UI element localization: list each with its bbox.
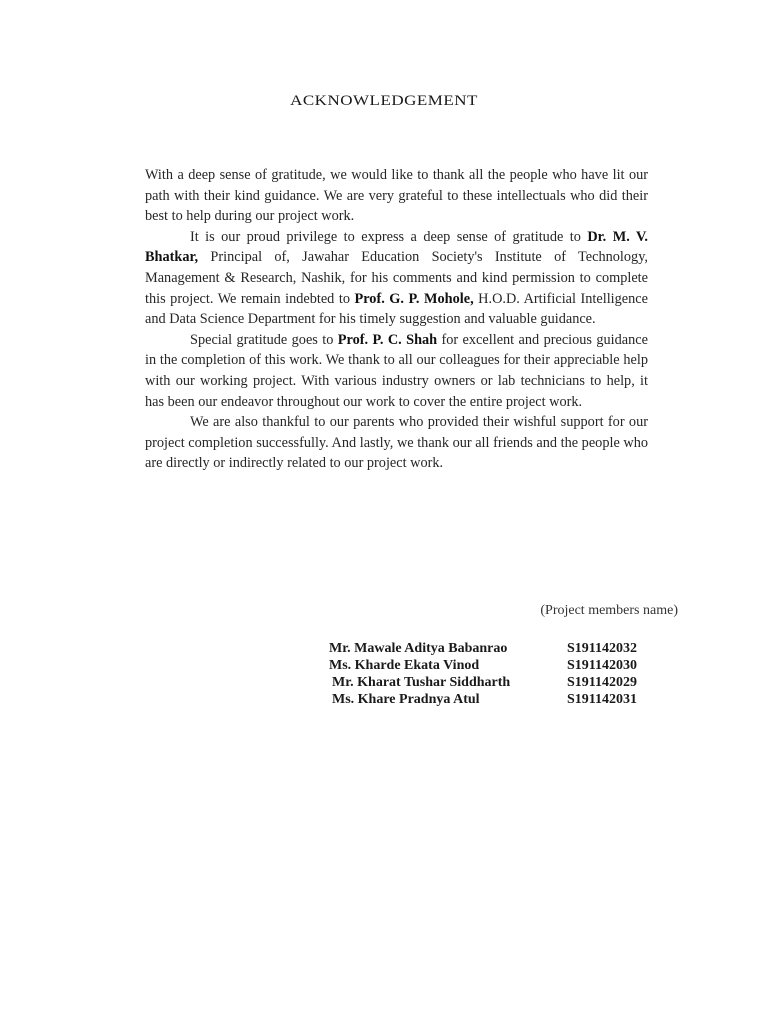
text-segment: H.O.D. Artificial Intelligence and Data Science Department for his timely suggestion and valuable guidance. <box>145 290 648 328</box>
member-name: Ms. Khare Pradnya Atul <box>332 692 480 707</box>
member-id: S191142032 <box>567 641 638 656</box>
paragraph-intro: With a deep sense of gratitude, we would like to thank all the people who have lit our path with their kind guidance. We are very grateful to these intellectuals who did their best to help during our project work. <box>145 167 648 225</box>
paragraph-principal <box>145 227 648 330</box>
paragraph-guide <box>145 330 648 412</box>
member-id: S191142029 <box>567 675 638 690</box>
member-name: Mr. Kharat Tushar Siddharth <box>332 675 511 690</box>
member-id: S191142031 <box>567 692 638 707</box>
acknowledgement-body <box>145 165 648 474</box>
member-name: Ms. Kharde Ekata Vinod <box>329 658 480 673</box>
text-segment: for excellent and precious guidance in the completion of this work. We thank to all our colleagues for their appreciable help with our working project. With various industry owners or lab technicians to help, it has been our endeavor throughout our work to cover the entire project work. <box>145 331 648 410</box>
guide-name: Prof. P. C. Shah <box>337 331 438 348</box>
principal-name: Dr. M. V. Bhatkar, <box>145 228 648 266</box>
members-caption: (Project members name) <box>540 603 678 618</box>
member-id: S191142030 <box>567 658 638 673</box>
hod-name: Prof. G. P. Mohole, <box>354 290 474 307</box>
member-row <box>329 657 649 674</box>
member-row <box>329 674 649 691</box>
text-segment: It is our proud privilege to express a deep sense of gratitude to <box>190 228 588 245</box>
paragraph-parents: We are also thankful to our parents who provided their wishful support for our project completion successfully. And lastly, we thank our all friends and the people who are directly or indirectly related to our project work. <box>145 414 648 472</box>
member-row <box>329 691 649 708</box>
member-name: Mr. Mawale Aditya Babanrao <box>329 641 508 656</box>
member-row <box>329 640 649 657</box>
members-list <box>329 640 649 708</box>
text-segment: Principal of, Jawahar Education Society's Institute of Technology, Management & Research, Nashik, for his comments and kind permission to complete this project. We remain indebted to <box>145 249 648 307</box>
text-segment: Special gratitude goes to <box>190 331 338 348</box>
page-title: ACKNOWLEDGEMENT <box>290 92 478 109</box>
